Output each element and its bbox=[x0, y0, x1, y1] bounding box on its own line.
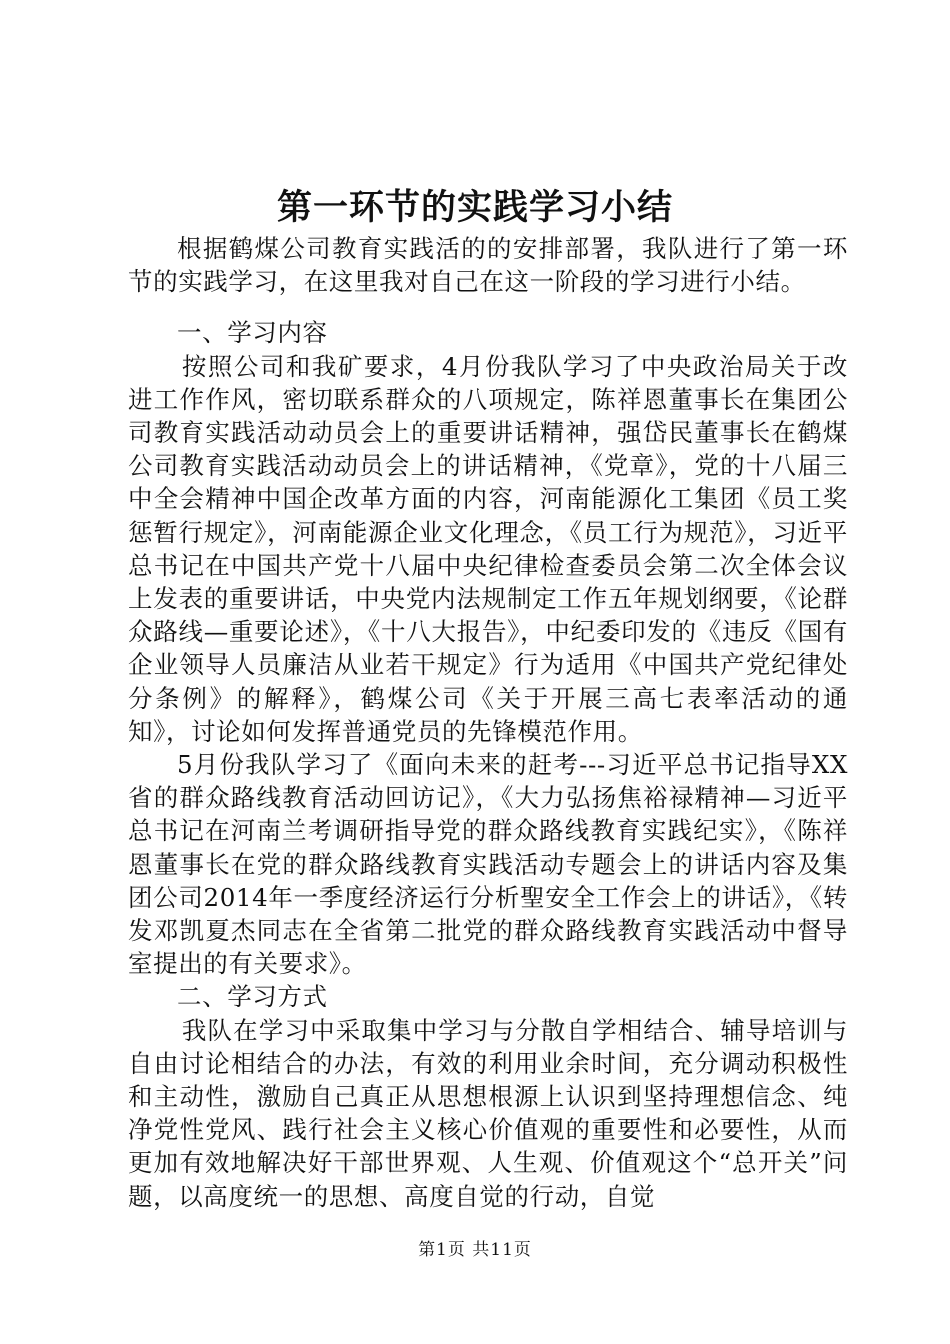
section-heading-learning-content: 一、学习内容 bbox=[177, 318, 328, 348]
paragraph-spacer bbox=[128, 298, 848, 316]
learning-method-paragraph: 我队在学习中采取集中学习与分散自学相结合、辅导培训与自由讨论相结合的办法，有效的利用业余时间，充分调动积极性和主动性，激励自己真正从思想根源上认识到坚持理想信念、纯净党性党风、践行社会主义核心价值观的重要性和必要性，从而更加有效地解决好干部世界观、人生观、价值观这个“总开关”问题，以高度统一的思想、高度自觉的行动，自觉 bbox=[128, 1015, 848, 1211]
page-footer: 第1页 共11页 bbox=[418, 1240, 532, 1260]
section-heading-learning-method: 二、学习方式 bbox=[177, 982, 328, 1012]
document-title: 第一环节的实践学习小结 bbox=[276, 187, 673, 228]
document-body bbox=[128, 232, 848, 1213]
intro-paragraph: 根据鹤煤公司教育实践活的的安排部署，我队进行了第一环节的实践学习，在这里我对自己在这一阶段的学习进行小结。 bbox=[128, 234, 848, 297]
learning-content-paragraph-april: 按照公司和我矿要求，4月份我队学习了中央政治局关于改进工作作风，密切联系群众的八项规定，陈祥恩董事长在集团公司教育实践活动动员会上的重要讲话精神，强岱民董事长在鹤煤公司教育实践活动动员会上的讲话精神，《党章》，党的十八届三中全会精神中国企改革方面的内容，河南能源化工集团《员工奖惩暂行规定》，河南能源企业文化理念，《员工行为规范》，习近平总书记在中国共产党十八届中央纪律检查委员会第二次全体会议上发表的重要讲话，中央党内法规制定工作五年规划纲要，《论群众路线—重要论述》，《十八大报告》，中纪委印发的《违反《国有企业领导人员廉洁从业若干规定》行为适用《中国共产党纪律处分条例》的解释》，鹤煤公司《关于开展三高七表率活动的通知》，讨论如何发挥普通党员的先锋模范作用。 bbox=[128, 351, 848, 746]
learning-content-paragraph-may: 5月份我队学习了《面向未来的赶考---习近平总书记指导XX省的群众路线教育活动回访记》，《大力弘扬焦裕禄精神—习近平总书记在河南兰考调研指导党的群众路线教育实践纪实》，《陈祥恩董事长在党的群众路线教育实践活动专题会上的讲话内容及集团公司2014年一季度经济运行分析聖安全工作会上的讲话》，《转发邓凯夏杰同志在全省第二批党的群众路线教育实践活动中督导室提出的有关要求》。 bbox=[128, 750, 848, 979]
